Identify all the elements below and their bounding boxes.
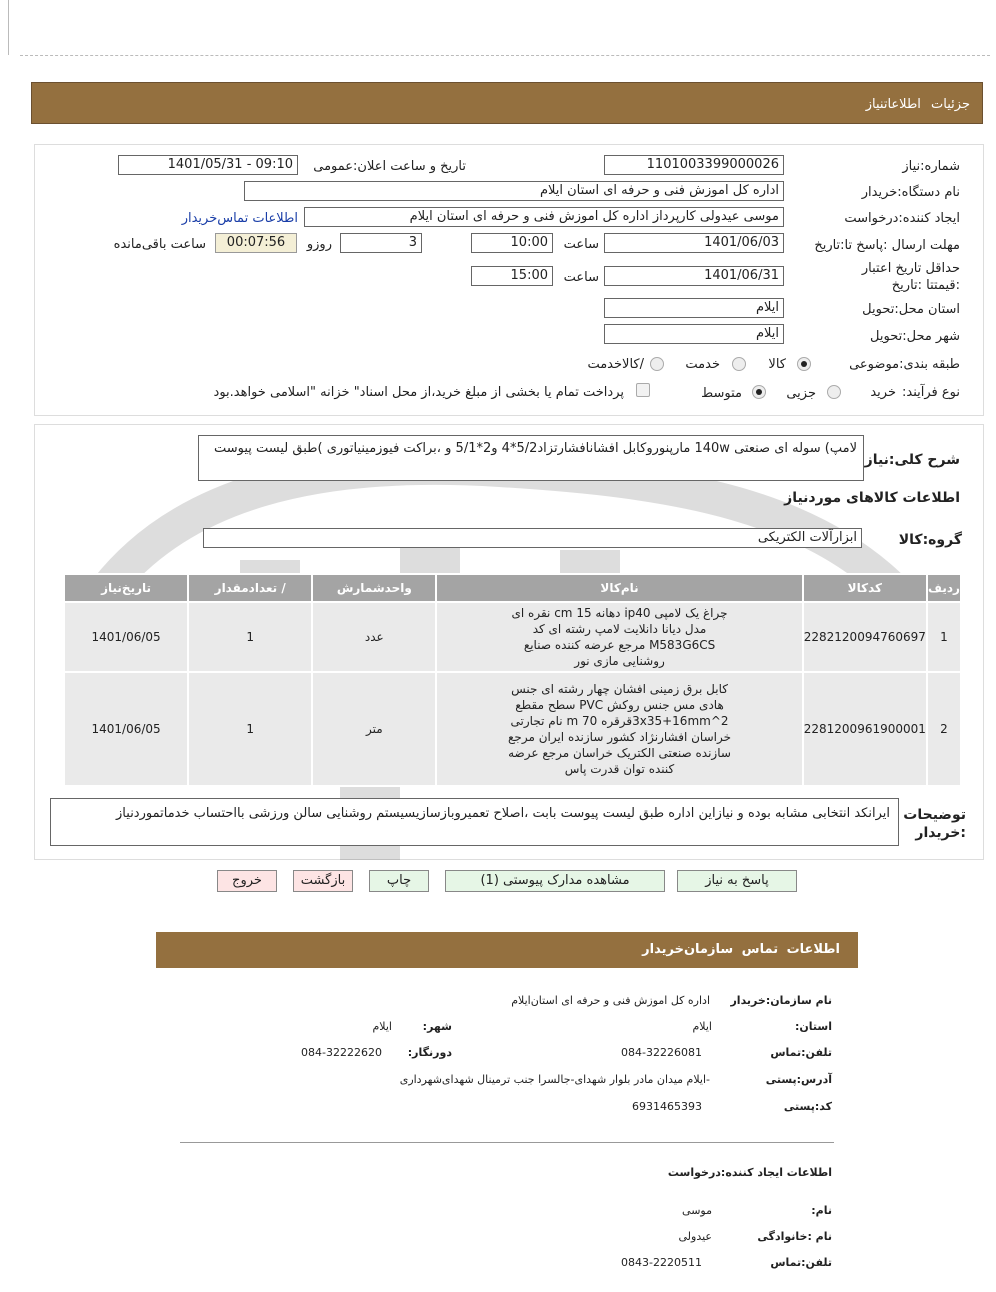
creator-phone: 0843-2220511 xyxy=(621,1256,702,1269)
announce-label: تاریخ و ساعت اعلان:عمومی xyxy=(313,159,466,174)
tab-need-info[interactable]: اطلاعاتنیاز xyxy=(865,97,921,112)
cell-unit: عدد xyxy=(312,602,436,672)
creator-first-name: موسی xyxy=(682,1204,712,1217)
contact-phone: 084-32226081 xyxy=(621,1046,702,1059)
contact-address-label: آدرس:پستی xyxy=(765,1073,832,1086)
col-date-header: تاریخ‌نیاز xyxy=(64,574,188,602)
goods-group-field: ابزارآلات الکتریکی xyxy=(203,528,862,548)
col-qty-header: / تعدادمقدار xyxy=(188,574,312,602)
buyer-contact-link[interactable]: اطلاعات تماس‌خریدار xyxy=(181,211,298,226)
cell-qty: 1 xyxy=(188,672,312,786)
table-header-row xyxy=(64,574,961,602)
creator-first-name-label: نام: xyxy=(811,1204,832,1217)
contact-address: -ایلام میدان مادر بلوار شهدای-جالسرا جنب ترمینال شهدای‌شهرداری xyxy=(399,1073,710,1086)
cell-code: 2281200961900001 xyxy=(803,672,927,786)
summary-field: لامپ) سوله ای صنعتی 140w مارپنوروکابل افشانافشارتزاد5/2*4 و2*5/1 و ،براکت فیوزمینیاتوری )طبق لیست پیوست xyxy=(198,435,864,481)
category-service-radio[interactable] xyxy=(732,357,746,371)
cell-unit: متر xyxy=(312,672,436,786)
validity-time-label: ساعت xyxy=(563,270,599,285)
back-button[interactable]: بازگشت xyxy=(293,870,353,892)
items-table xyxy=(63,573,962,787)
announce-date-field: 1401/05/31 - 09:10 xyxy=(118,155,298,175)
contact-title: اطلاعات تماس سازمان‌خریدار xyxy=(642,942,840,957)
process-buy-label: خرید xyxy=(870,385,896,400)
cell-qty: 1 xyxy=(188,602,312,672)
need-number-field: 1101003399000026 xyxy=(604,155,784,175)
top-dashed-divider xyxy=(20,55,990,56)
remaining-time-display: 00:07:56 xyxy=(215,233,297,253)
contact-city-label: شهر: xyxy=(422,1020,452,1033)
contact-header-bar xyxy=(156,932,858,968)
process-medium-radio[interactable] xyxy=(752,385,766,399)
buyer-org-field: اداره کل اموزش فنی و حرفه ای استان ایلام xyxy=(244,181,784,201)
page-header-bar xyxy=(31,82,983,124)
left-edge-line xyxy=(8,0,9,55)
contact-org-label: نام سازمان:خریدار xyxy=(730,994,832,1007)
deadline-time-field: 10:00 xyxy=(471,233,553,253)
col-name-header: نام‌کالا xyxy=(436,574,802,602)
treasury-payment-note: پرداخت تمام یا بخشی از مبلغ خرید،از محل اسناد" خزانه "اسلامی خواهد.بود xyxy=(213,385,624,400)
cell-row: 2 xyxy=(927,672,961,786)
process-label: نوع فرآیند: xyxy=(902,385,960,400)
deadline-date-field: 1401/06/03 xyxy=(604,233,784,253)
contact-fax-label: دورنگار: xyxy=(407,1046,452,1059)
contact-postal-label: کد:پستی xyxy=(783,1100,832,1113)
city-label: شهر محل:تحویل xyxy=(870,329,960,344)
col-code-header: کدکالا xyxy=(803,574,927,602)
contact-postal: 6931465393 xyxy=(632,1100,702,1113)
contact-divider xyxy=(180,1142,834,1143)
contact-phone-label: تلفن:تماس xyxy=(770,1046,832,1059)
items-title: اطلاعات کالاهای موردنیاز xyxy=(784,490,960,506)
exit-button[interactable]: خروج xyxy=(217,870,277,892)
summary-label: شرح کلی:نیاز xyxy=(864,452,960,468)
category-both-label: /کالاخدمت xyxy=(587,357,644,372)
province-field: ایلام xyxy=(604,298,784,318)
view-attachments-button[interactable]: مشاهده مدارک پیوستی (1) xyxy=(445,870,665,892)
cell-name: کابل برق زمینی افشان چهار رشته ای جنس هادی مس جنس روکش PVC سطح مقطع 2^3x35+16mmقرقره 70 m نام تجارتی خراسان افشارنژاد کشور سازنده ایران مرجع سازنده صنعتی الکتریک خراسان مرجع عرضه کننده توان قدرت پاس xyxy=(436,672,802,786)
contact-province-label: استان: xyxy=(795,1020,832,1033)
header-tabs xyxy=(866,97,970,112)
table-row xyxy=(64,602,961,672)
category-goods-radio[interactable] xyxy=(797,357,811,371)
validity-label: حداقل تاریخ اعتبار :قیمتتا :تاریخ xyxy=(861,261,960,293)
process-medium-label: متوسط xyxy=(701,386,742,401)
process-partial-label: جزیی xyxy=(786,386,816,401)
creator-phone-label: تلفن:تماس xyxy=(770,1256,832,1269)
creator-label: ایجاد کننده:درخواست xyxy=(844,211,960,226)
treasury-payment-checkbox[interactable] xyxy=(636,383,650,397)
cell-code: 2282120094760697 xyxy=(803,602,927,672)
buyer-notes-label: توضیحات :خریدار xyxy=(903,807,966,841)
cell-date: 1401/06/05 xyxy=(64,602,188,672)
province-label: استان محل:تحویل xyxy=(862,302,960,317)
col-unit-header: واحدشمارش xyxy=(312,574,436,602)
contact-province: ایلام xyxy=(692,1020,712,1033)
buyer-notes-field: ایرانکد انتخابی مشابه بوده و نیازاین اداره طبق لیست پیوست بابت ،اصلاح تعمیروبازسازیسیستم روشنایی سالن ورزشی بااحتساب خدماتموردنیاز xyxy=(50,798,899,846)
col-row-header: ردیف xyxy=(927,574,961,602)
creator-last-name: عیدولی xyxy=(678,1230,712,1243)
category-both-radio[interactable] xyxy=(650,357,664,371)
buyer-org-label: نام دستگاه:خریدار xyxy=(861,185,960,200)
city-field: ایلام xyxy=(604,324,784,344)
cell-name: چراغ یک لامپی ip40 دهانه 15 cm نقره ای مدل دیانا دانلایت لامپ رشته ای کد M583G6CS مرجع عرضه کننده صنایع روشنایی مازی نور xyxy=(436,602,802,672)
category-label: طبقه بندی:موضوعی xyxy=(849,357,960,372)
deadline-time-label: ساعت xyxy=(563,237,599,252)
tab-details[interactable]: جزئیات xyxy=(931,97,970,112)
category-goods-label: کالا xyxy=(768,357,786,372)
validity-date-field: 1401/06/31 xyxy=(604,266,784,286)
print-button[interactable]: چاپ xyxy=(369,870,429,892)
validity-time-field: 15:00 xyxy=(471,266,553,286)
goods-group-label: گروه:کالا xyxy=(898,532,962,548)
creator-field: موسی عیدولی کارپرداز اداره کل اموزش فنی و حرفه ای استان ایلام xyxy=(304,207,784,227)
table-row xyxy=(64,672,961,786)
creator-last-name-label: نام :خانوادگی xyxy=(757,1230,832,1243)
cell-date: 1401/06/05 xyxy=(64,672,188,786)
creator-info-title: اطلاعات ایجاد کننده:درخواست xyxy=(667,1166,832,1179)
process-partial-radio[interactable] xyxy=(827,385,841,399)
deadline-label: مهلت ارسال :پاسخ تا:تاریخ xyxy=(814,238,960,253)
days-label: روزو xyxy=(306,237,332,252)
contact-fax: 084-32222620 xyxy=(301,1046,382,1059)
reply-button[interactable]: پاسخ به نیاز xyxy=(677,870,797,892)
need-number-label: شماره:نیاز xyxy=(902,159,960,174)
contact-org: اداره کل اموزش فنی و حرفه ای استان‌ایلام xyxy=(511,994,710,1007)
cell-row: 1 xyxy=(927,602,961,672)
days-field: 3 xyxy=(340,233,422,253)
contact-city: ایلام xyxy=(372,1020,392,1033)
category-service-label: خدمت xyxy=(685,357,720,372)
remaining-label: ساعت باقی‌مانده xyxy=(113,237,206,252)
